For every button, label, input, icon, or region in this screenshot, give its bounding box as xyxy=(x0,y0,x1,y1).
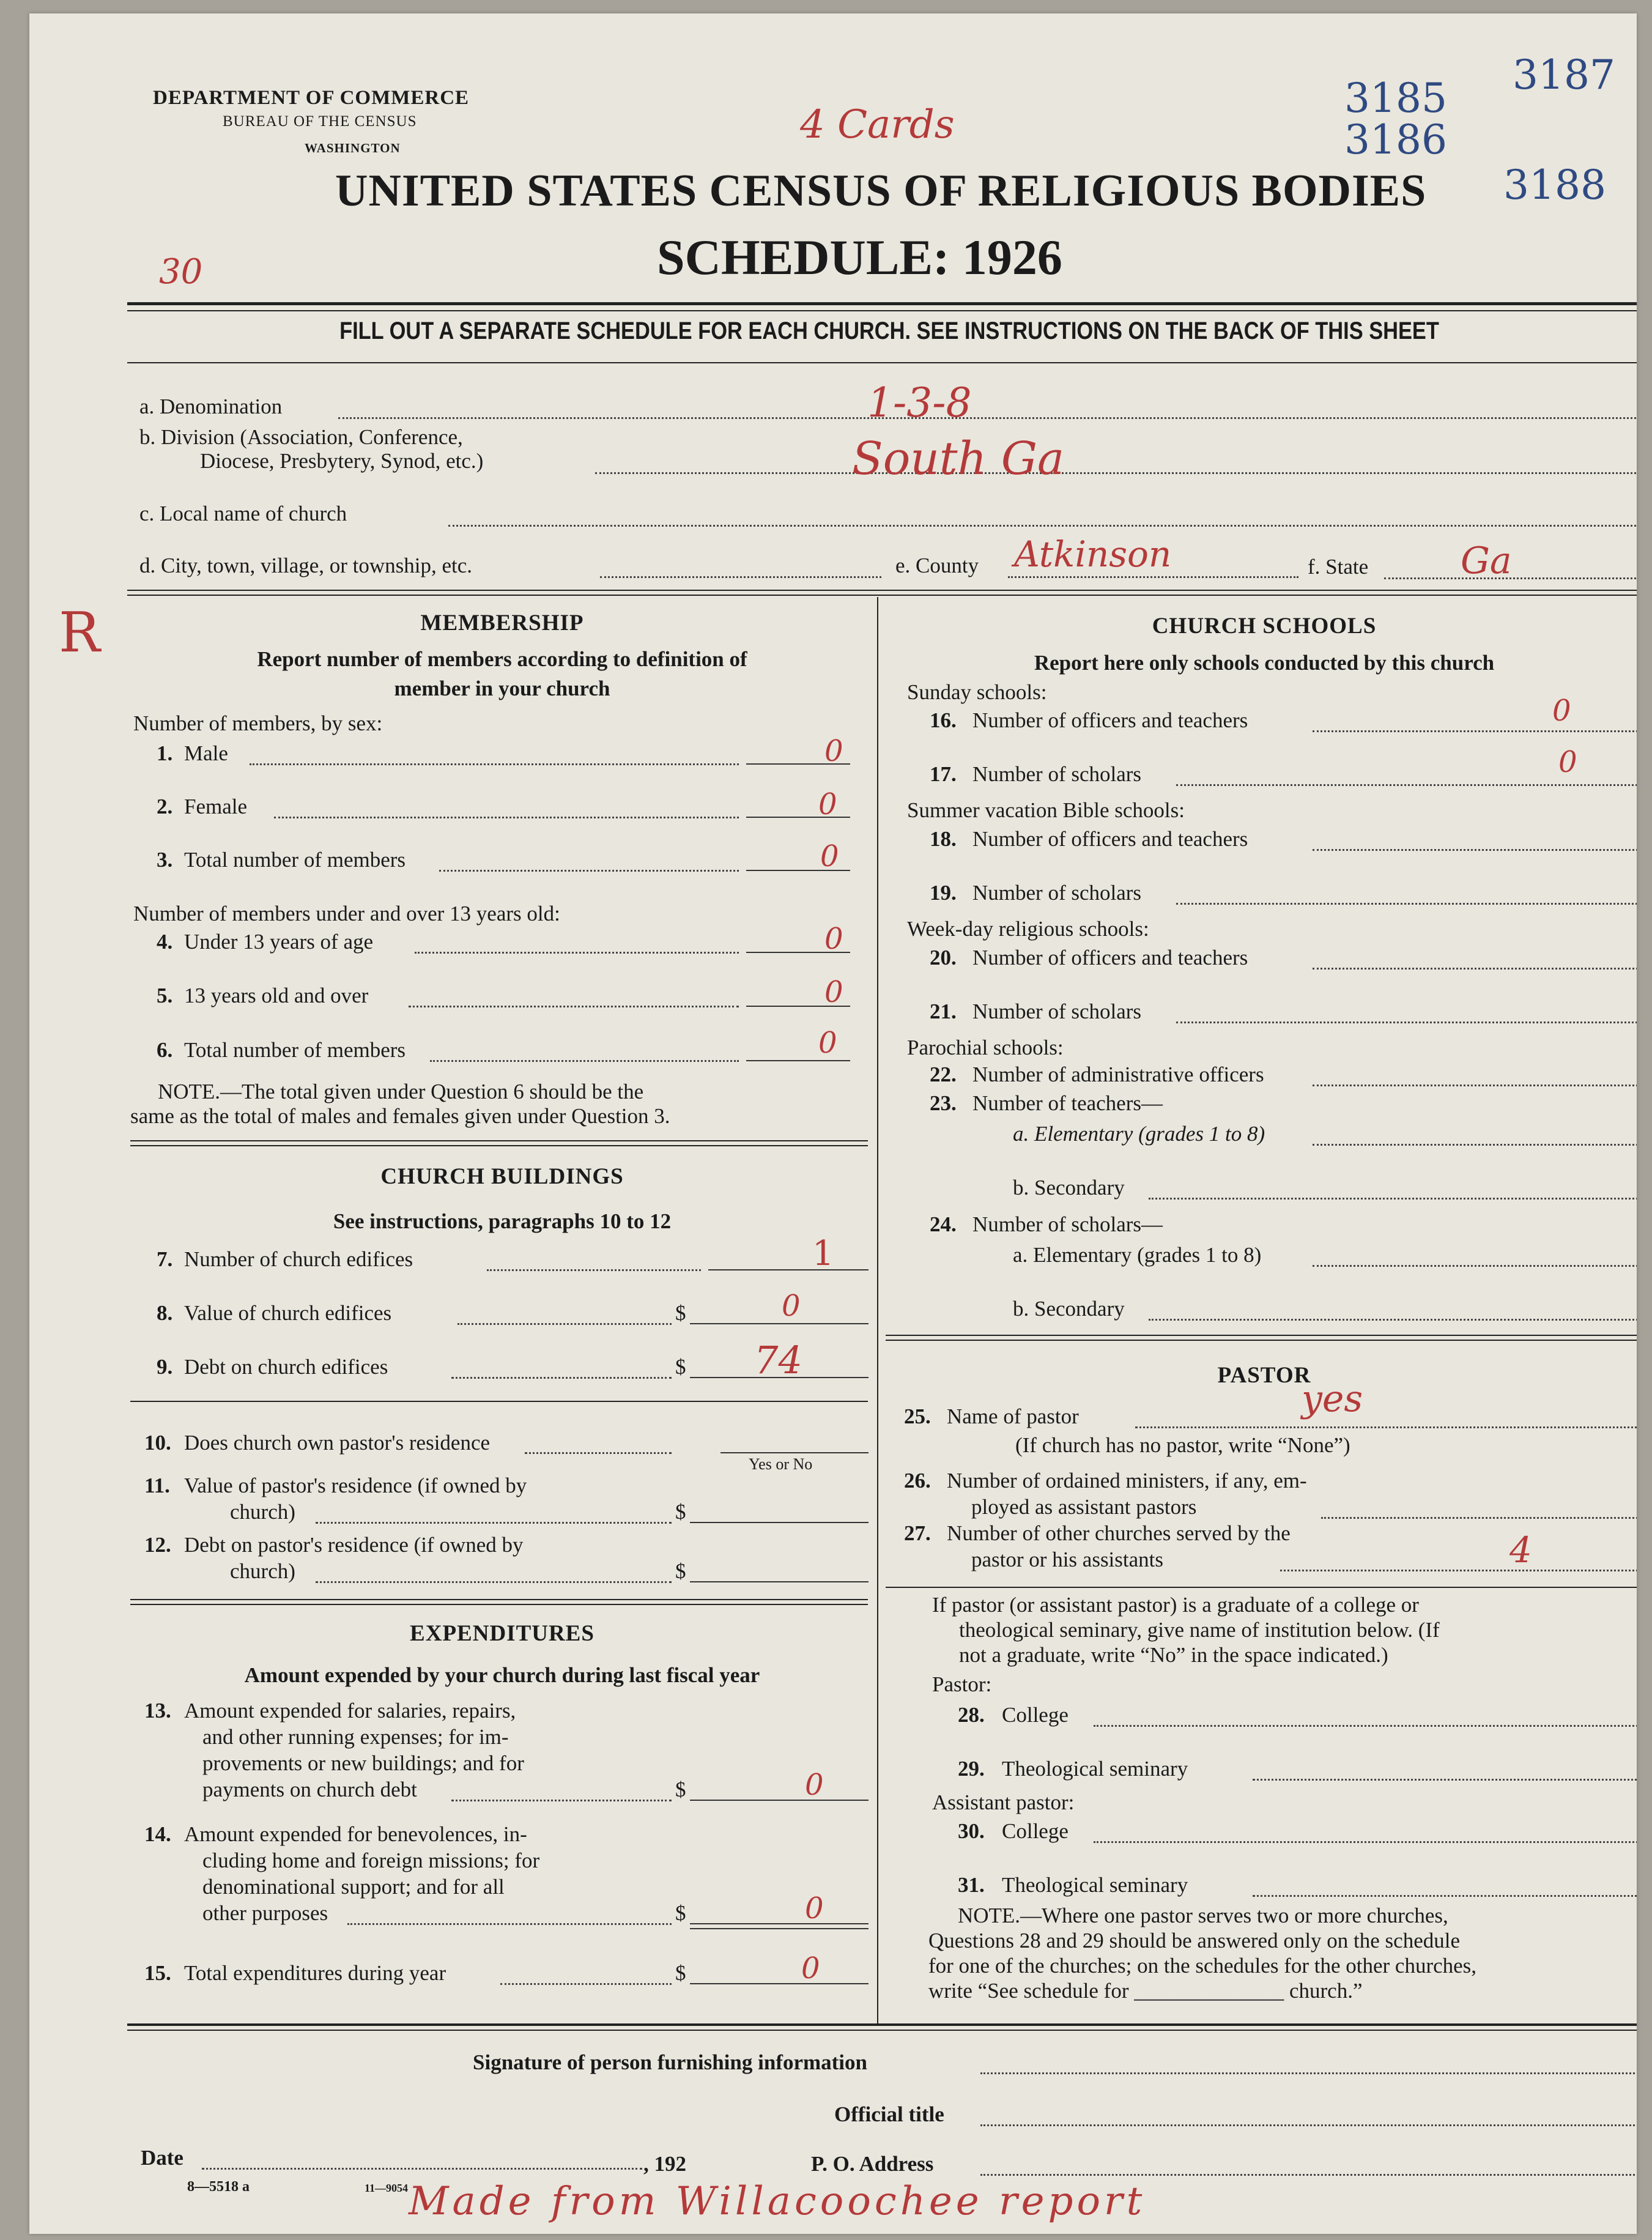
church-schools-heading: CHURCH SCHOOLS xyxy=(1152,614,1377,639)
q30-college-field[interactable] xyxy=(1094,1841,1637,1843)
q28-college-field[interactable] xyxy=(1094,1725,1637,1727)
handwritten-footer-note: Made from Willacoochee report xyxy=(409,2179,1146,2224)
q30-college-label: College xyxy=(1002,1819,1069,1843)
q24-scholars-label: Number of scholars— xyxy=(972,1212,1163,1236)
q28-college-label: College xyxy=(1002,1703,1069,1727)
assistant-pastor-subheading: Assistant pastor: xyxy=(932,1790,1075,1814)
q15-total-field[interactable] xyxy=(690,1983,869,1984)
church-schools-subheading: Report here only schools conducted by this church xyxy=(1034,651,1495,675)
handwritten-margin-r: R xyxy=(59,601,100,665)
q19-summer-scholars-field[interactable] xyxy=(1176,903,1637,905)
county-label: e. County xyxy=(895,554,979,577)
location-rule xyxy=(127,590,1637,591)
q13-label-cont-3: payments on church debt xyxy=(202,1778,417,1801)
column-divider xyxy=(877,597,878,2023)
q27-other-churches-field[interactable] xyxy=(1280,1570,1637,1571)
q16-sunday-officers-value: 0 xyxy=(1552,694,1571,728)
census-form-sheet: DEPARTMENT OF COMMERCE BUREAU OF THE CENSUS WASHINGTON UNITED STATES CENSUS OF RELIGIOUS BODIES SCHEDULE: 1926 4 Cards 3185 3186 3187 3188 30 R FILL OUT A SEPARATE SCHEDULE FOR EACH CHURCH. SEE INSTRUCTIONS ON THE BACK OF THIS SHEET a. Denomination 1-3-8 b. Division (Association, Conference, Diocese, Presbytery, Synod, etc.) South Ga c. Local name of church d. City, town, village, or township, etc. e. County Atkinson f. State Ga MEMBERSHIP Report number of members according to definition of member in your church Number of members, by sex: 1. Male 0 2. Female 0 3. Total number of members 0 Number of members under and over 13 years old: 4. Under 13 years of age 0 5. 13 years old and over 0 6. Total number of members 0 NOTE.—The total given under Question 6 should be the same as the total of males and females given under Question 3. CHURCH BUILDINGS See instructions, paragraphs 10 to 12 7. Number of church edifices 1 8. Value of church edifices $ 0 9. Debt on church edifices $ 74 10. Does church own pastor's residence Yes or No 11. Value of pastor's residence (if owned by church) $ 12. Debt on pastor's residence (if owned by church) $ EXPENDITURES Amount expended by your church during last fiscal year 13. Amount expended for salaries, repairs, and other running expenses; for im- provements or new buildings; and for payments on church debt $ 0 14. Amount expended for benevolences, in- cluding home and foreign missions; for denominational support; and for all other purposes $ 0 15. Total expenditures during year $ 0 CHURCH SCHOOLS Report here only schools conducted by this church Sunday schools: 16. Number of officers and teachers 0 17. Number of scholars 0 Summer vacation Bible schools: 18. Number of officers and teachers 19. Number of scholars Week-day religious schools: 20. Number of officers and teachers 21. Number of scholars Parochial schools: 22. Number of administrative officers 23. Number of teachers— a. Elementary (grades 1 to 8) b. Secondary 24. Number of scholars— a. Elementary (grades 1 to 8) b. Secondary PASTOR 25. Name of pastor yes (If church has no pastor, write “None”) 26. Number of ordained ministers, if any, em- ployed as assistant pastors 27. Number of other churches served by the pastor or his assistants 4 If pastor (or assistant pastor) is a graduate of a college or theological seminary, give name of institution below. (If not a graduate, write “No” in the space indicated.) Pastor: 28. College 29. Theological seminary Assistant pastor: 30. College 31. Theological seminary NOTE.—Where one pastor serves two or more churches, Questions 28 and 29 should be answered only on the schedule for one of the churches; on the schedules for the other churches, write “See schedule for ______________ church.” Signature of person furnishing information Official title Date , 192 P. O. Address 8—5518 a 11—9054 Made from Willacoochee report xyxy=(29,13,1637,2234)
division-value: South Ga xyxy=(852,432,1065,485)
q9-debt-value: 74 xyxy=(754,1338,802,1382)
parochial-schools-label: Parochial schools: xyxy=(907,1036,1064,1059)
membership-note: NOTE.—The total given under Question 6 should be the xyxy=(158,1080,644,1103)
schedule-title: SCHEDULE: 1926 xyxy=(657,229,1062,285)
separate-schedule-instruction: FILL OUT A SEPARATE SCHEDULE FOR EACH CHURCH. SEE INSTRUCTIONS ON THE BACK OF THIS SHEET xyxy=(339,317,1439,344)
signature-label: Signature of person furnishing information xyxy=(473,2050,867,2074)
state-value: Ga xyxy=(1461,540,1512,582)
q9-debt-label: Debt on church edifices xyxy=(184,1355,388,1379)
header-rule xyxy=(127,302,1637,305)
handwritten-number-3187: 3187 xyxy=(1513,51,1615,98)
q18-summer-officers-field[interactable] xyxy=(1313,849,1637,851)
q17-sunday-scholars-label: Number of scholars xyxy=(972,762,1142,786)
q31-seminary-label: Theological seminary xyxy=(1002,1873,1188,1897)
q12-residence-debt-field[interactable] xyxy=(690,1581,869,1582)
q23a-elementary-label: a. Elementary (grades 1 to 8) xyxy=(1013,1122,1265,1146)
q14-benevolences-field[interactable] xyxy=(690,1923,869,1924)
q24b-secondary-label: b. Secondary xyxy=(1013,1297,1125,1321)
denomination-field[interactable] xyxy=(338,417,1637,419)
q1-male-value: 0 xyxy=(824,734,843,768)
state-label: f. State xyxy=(1308,555,1369,579)
q23-teachers-label: Number of teachers— xyxy=(972,1091,1163,1115)
q21-weekday-scholars-field[interactable] xyxy=(1176,1022,1637,1023)
q26-assistants-label: Number of ordained ministers, if any, em- xyxy=(947,1469,1307,1493)
q27-label-cont: pastor or his assistants xyxy=(971,1548,1164,1571)
buildings-subheading: See instructions, paragraphs 10 to 12 xyxy=(333,1209,672,1233)
q8-value-label: Value of church edifices xyxy=(184,1301,392,1325)
q4-under13-value: 0 xyxy=(824,922,843,956)
q7-edifices-label: Number of church edifices xyxy=(184,1247,413,1271)
q31-seminary-field[interactable] xyxy=(1253,1895,1637,1897)
q24b-secondary-field[interactable] xyxy=(1149,1319,1637,1321)
q3-total-label: Total number of members xyxy=(184,848,406,872)
denomination-label: a. Denomination xyxy=(139,395,283,418)
q12-residence-debt-label: Debt on pastor's residence (if owned by xyxy=(184,1533,524,1557)
q20-weekday-officers-field[interactable] xyxy=(1313,968,1637,970)
division-label-cont: Diocese, Presbytery, Synod, etc.) xyxy=(200,449,484,473)
q11-label-cont: church) xyxy=(230,1500,295,1524)
local-name-label: c. Local name of church xyxy=(139,502,347,525)
expenditures-subheading: Amount expended by your church during last fiscal year xyxy=(244,1663,760,1687)
q27-other-churches-label: Number of other churches served by the xyxy=(947,1521,1291,1545)
city-heading: WASHINGTON xyxy=(305,141,401,155)
instruction-rule xyxy=(127,362,1637,363)
q25-none-note: (If church has no pastor, write “None”) xyxy=(1015,1433,1350,1457)
q3-total-value: 0 xyxy=(820,839,839,873)
handwritten-margin-30: 30 xyxy=(159,252,203,292)
q6-total-label: Total number of members xyxy=(184,1038,406,1062)
signature-field[interactable] xyxy=(980,2072,1637,2074)
q5-over13-label: 13 years old and over xyxy=(184,984,369,1007)
q4-under13-label: Under 13 years of age xyxy=(184,930,374,954)
yes-or-no-hint: Yes or No xyxy=(749,1455,813,1473)
q14-label-cont-3: other purposes xyxy=(202,1901,328,1925)
members-by-sex-label: Number of members, by sex: xyxy=(133,711,383,735)
handwritten-number-3185: 3185 xyxy=(1344,75,1447,122)
q13-salaries-value: 0 xyxy=(805,1768,824,1802)
q10-residence-field[interactable] xyxy=(720,1452,869,1453)
location-rule-2 xyxy=(127,595,1637,596)
local-name-field[interactable] xyxy=(448,525,1637,527)
po-address-field[interactable] xyxy=(980,2174,1637,2176)
q13-label-cont-1: and other running expenses; for im- xyxy=(202,1725,509,1749)
q17-sunday-scholars-value: 0 xyxy=(1558,745,1577,779)
graduate-instruction: If pastor (or assistant pastor) is a graduate of a college or xyxy=(932,1593,1419,1617)
q23b-secondary-label: b. Secondary xyxy=(1013,1176,1125,1200)
form-number: 8—5518 a xyxy=(187,2179,250,2195)
q15-total-label: Total expenditures during year xyxy=(184,1961,446,1985)
handwritten-number-3188: 3188 xyxy=(1503,161,1606,209)
date-label: Date xyxy=(141,2146,183,2170)
po-address-label: P. O. Address xyxy=(811,2152,934,2176)
q22-admin-officers-field[interactable] xyxy=(1313,1085,1637,1086)
division-label: b. Division (Association, Conference, xyxy=(139,425,463,449)
q11-residence-value-field[interactable] xyxy=(690,1522,869,1523)
handwritten-number-3186: 3186 xyxy=(1344,116,1447,163)
q23a-elementary-field[interactable] xyxy=(1313,1144,1637,1146)
q16-sunday-officers-label: Number of officers and teachers xyxy=(972,708,1248,732)
county-value: Atkinson xyxy=(1014,533,1172,575)
q6-total-field[interactable] xyxy=(746,1060,850,1061)
q1-male-label: Male xyxy=(184,741,228,765)
q22-admin-officers-label: Number of administrative officers xyxy=(972,1063,1264,1086)
age-header-label: Number of members under and over 13 years old: xyxy=(133,902,560,925)
q23b-secondary-field[interactable] xyxy=(1149,1198,1637,1200)
q24a-elementary-field[interactable] xyxy=(1313,1265,1637,1267)
header-rule-thin xyxy=(127,310,1637,311)
official-title-field[interactable] xyxy=(980,2124,1637,2126)
q13-salaries-field[interactable] xyxy=(690,1800,869,1801)
membership-note-cont: same as the total of males and females given under Question 3. xyxy=(130,1104,670,1128)
q19-summer-scholars-label: Number of scholars xyxy=(972,881,1142,905)
q26-label-cont: ployed as assistant pastors xyxy=(971,1495,1197,1519)
q13-label-cont-2: provements or new buildings; and for xyxy=(202,1751,524,1775)
q12-label-cont: church) xyxy=(230,1559,295,1583)
pastor-note-cont-1: Questions 28 and 29 should be answered only on the schedule xyxy=(928,1929,1461,1953)
county-field[interactable] xyxy=(1008,576,1298,578)
q8-value-field[interactable] xyxy=(690,1323,869,1324)
q6-total-value: 0 xyxy=(818,1026,837,1060)
q7-edifices-field[interactable] xyxy=(708,1269,869,1270)
q25-pastor-name-label: Name of pastor xyxy=(947,1404,1079,1428)
bureau-heading: BUREAU OF THE CENSUS xyxy=(223,113,417,130)
print-code: 11—9054 xyxy=(365,2182,409,2194)
q14-label-cont-1: cluding home and foreign missions; for xyxy=(202,1849,540,1872)
q29-seminary-field[interactable] xyxy=(1253,1779,1637,1781)
q27-other-churches-value: 4 xyxy=(1509,1529,1532,1571)
q2-female-label: Female xyxy=(184,795,248,818)
q14-label-cont-2: denominational support; and for all xyxy=(202,1875,505,1899)
weekday-schools-label: Week-day religious schools: xyxy=(907,917,1149,941)
q11-residence-value-label: Value of pastor's residence (if owned by xyxy=(184,1474,527,1497)
q29-seminary-label: Theological seminary xyxy=(1002,1757,1188,1781)
q14-benevolences-value: 0 xyxy=(805,1891,824,1926)
q18-summer-officers-label: Number of officers and teachers xyxy=(972,827,1248,851)
q25-pastor-name-field[interactable] xyxy=(1135,1426,1637,1428)
expenditures-heading: EXPENDITURES xyxy=(410,1621,594,1646)
city-label: d. City, town, village, or township, etc. xyxy=(139,554,473,577)
dept-heading: DEPARTMENT OF COMMERCE xyxy=(153,87,470,109)
summer-schools-label: Summer vacation Bible schools: xyxy=(907,798,1185,822)
q5-over13-value: 0 xyxy=(824,975,843,1009)
q20-weekday-officers-label: Number of officers and teachers xyxy=(972,946,1248,970)
city-field[interactable] xyxy=(600,576,881,578)
graduate-instruction-cont-1: theological seminary, give name of institution below. (If xyxy=(959,1618,1440,1642)
date-year-suffix: , 192 xyxy=(643,2152,686,2176)
q7-edifices-value: 1 xyxy=(812,1234,834,1274)
pastor-heading: PASTOR xyxy=(1217,1363,1311,1388)
buildings-heading: CHURCH BUILDINGS xyxy=(380,1164,624,1189)
sunday-schools-label: Sunday schools: xyxy=(907,680,1047,704)
q24a-elementary-label: a. Elementary (grades 1 to 8) xyxy=(1013,1243,1262,1267)
handwritten-cards: 4 Cards xyxy=(800,102,955,147)
membership-subheading: Report number of members according to definition of xyxy=(257,647,747,671)
q21-weekday-scholars-label: Number of scholars xyxy=(972,999,1142,1023)
graduate-instruction-cont-2: not a graduate, write “No” in the space indicated.) xyxy=(959,1643,1388,1667)
official-title-label: Official title xyxy=(834,2102,944,2126)
q26-assistants-field[interactable] xyxy=(1321,1517,1637,1519)
denomination-value: 1-3-8 xyxy=(867,379,972,426)
date-field[interactable] xyxy=(202,2168,642,2170)
pastor-note-cont-2: for one of the churches; on the schedules for the other churches, xyxy=(928,1954,1477,1978)
q16-sunday-officers-field[interactable] xyxy=(1313,730,1637,732)
q25-pastor-name-value: yes xyxy=(1302,1378,1363,1420)
q2-female-value: 0 xyxy=(818,787,837,821)
q17-sunday-scholars-field[interactable] xyxy=(1176,784,1637,786)
q13-salaries-label: Amount expended for salaries, repairs, xyxy=(184,1699,516,1723)
membership-subheading-cont: member in your church xyxy=(394,677,610,700)
form-title: UNITED STATES CENSUS OF RELIGIOUS BODIES xyxy=(335,166,1427,216)
q8-value-value: 0 xyxy=(782,1289,801,1323)
membership-heading: MEMBERSHIP xyxy=(420,610,584,636)
q14-benevolences-label: Amount expended for benevolences, in- xyxy=(184,1822,527,1846)
pastor-subheading: Pastor: xyxy=(932,1672,992,1696)
q10-residence-label: Does church own pastor's residence xyxy=(184,1431,491,1455)
pastor-note: NOTE.—Where one pastor serves two or more churches, xyxy=(958,1904,1448,1927)
pastor-note-cont-3: write “See schedule for ______________ church.” xyxy=(928,1979,1363,2003)
division-field[interactable] xyxy=(595,472,1637,474)
q15-total-value: 0 xyxy=(801,1951,820,1986)
